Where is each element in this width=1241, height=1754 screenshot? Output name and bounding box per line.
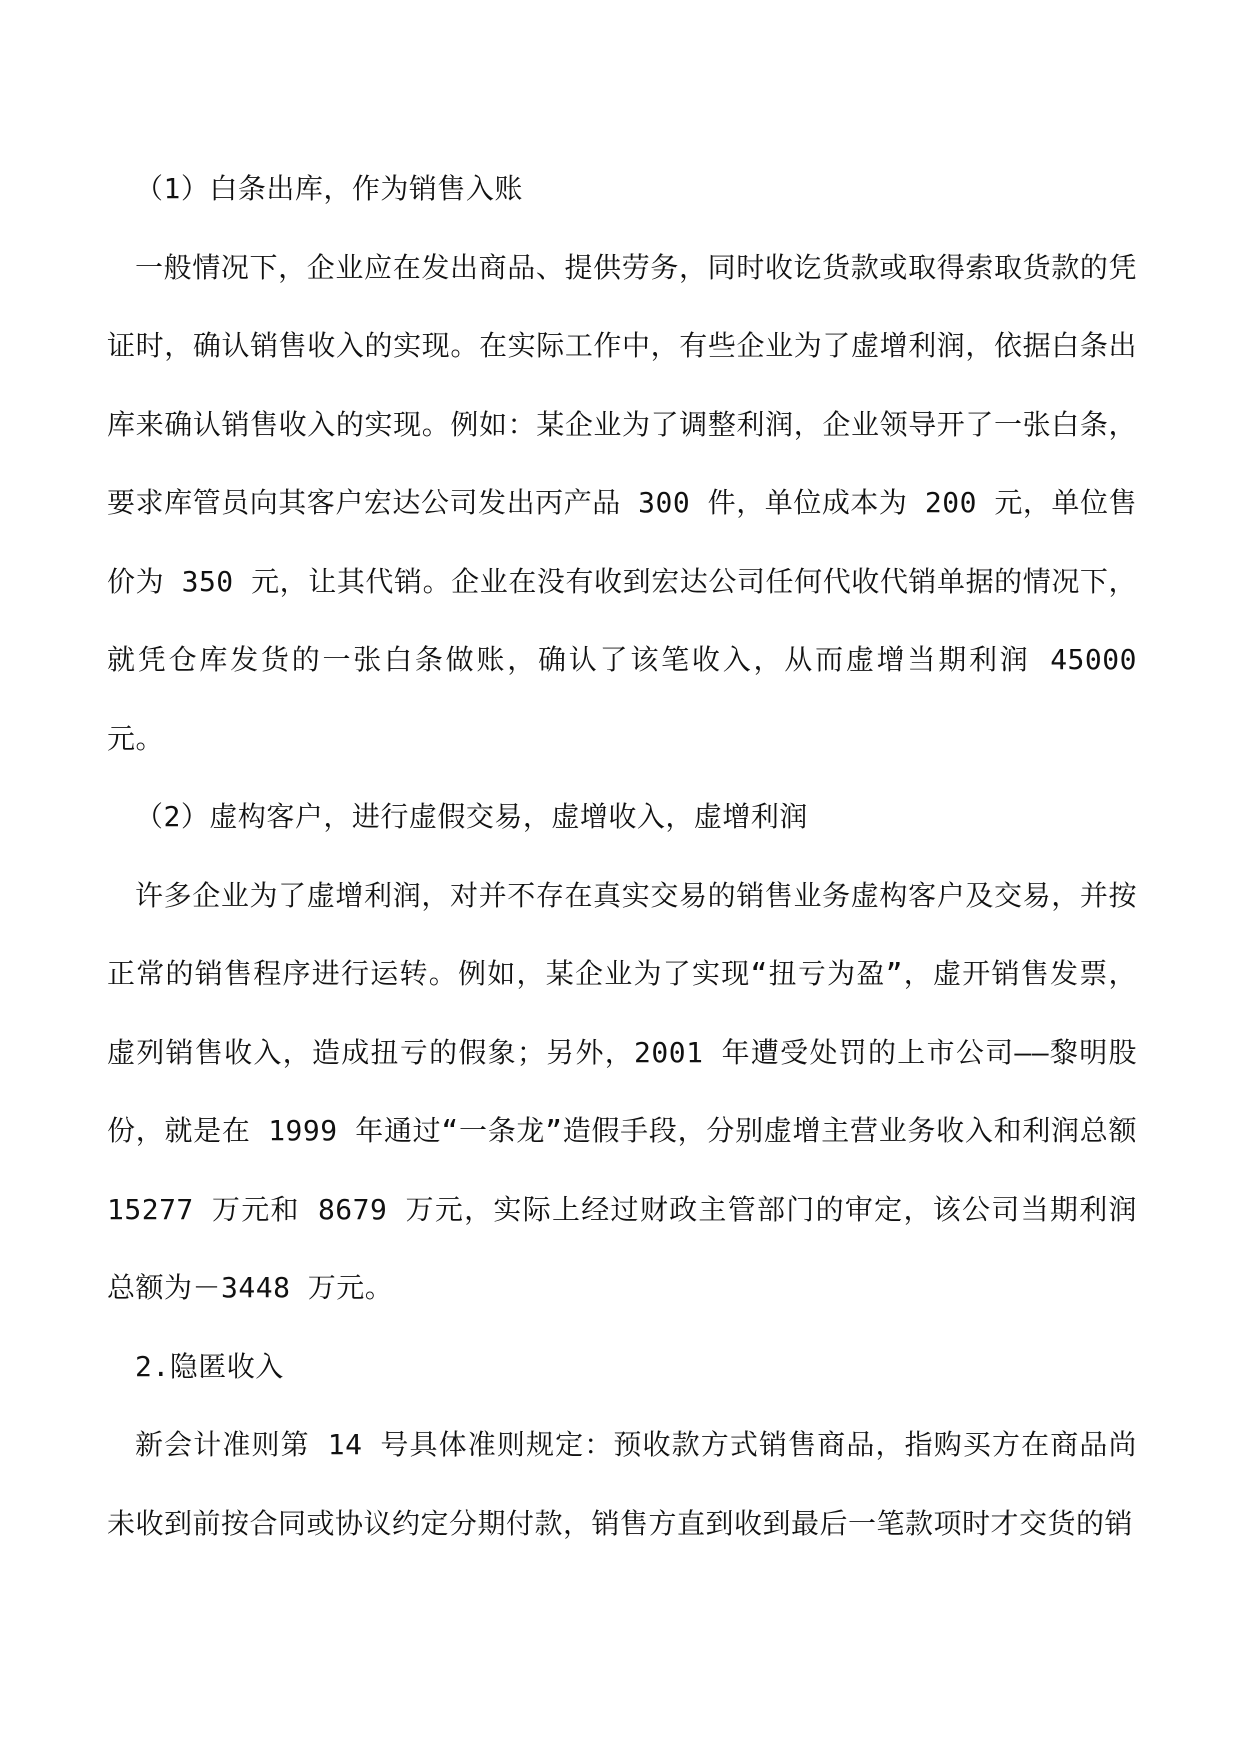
section-heading-white-slip-sales: （1）白条出库，作为销售入账 <box>135 172 523 205</box>
section-heading-concealed-income: 2.隐匿收入 <box>135 1349 284 1383</box>
section-heading-fictitious-customers: （2）虚构客户，进行虚假交易，虚增收入，虚增利润 <box>135 800 808 833</box>
document-body <box>107 150 1137 1563</box>
body-paragraph-fictitious-transactions: 许多企业为了虚增利润，对并不存在真实交易的销售业务虚构客户及交易，并按正常的销售程序进行运转。例如，某企业为了实现“扭亏为盈”，虚开销售发票，虚列销售收入，造成扭亏的假象；另外，2001 年遭受处罚的上市公司——黎明股份，就是在 1999 年通过“一条龙”造假手段，分别虚增主营业务收入和利润总额 15277 万元和 8679 万元，实际上经过财政主管部门的审定，该公司当期利润总额为－3448 万元。 <box>107 878 1137 1304</box>
body-paragraph-white-slip-example: 一般情况下，企业应在发出商品、提供劳务，同时收讫货款或取得索取货款的凭证时，确认销售收入的实现。在实际工作中，有些企业为了虚增利润，依据白条出库来确认销售收入的实现。例如：某企业为了调整利润，企业领导开了一张白条，要求库管员向其客户宏达公司发出丙产品 300 件，单位成本为 200 元，单位售价为 350 元，让其代销。企业在没有收到宏达公司任何代收代销单据的情况下，就凭仓库发货的一张白条做账，确认了该笔收入，从而虚增当期利润 45000 元。 <box>107 250 1137 755</box>
body-paragraph-advance-receipts: 新会计准则第 14 号具体准则规定：预收款方式销售商品，指购买方在商品尚未收到前按合同或协议约定分期付款，销售方直到收到最后一笔款项时才交货的销 <box>107 1428 1137 1540</box>
